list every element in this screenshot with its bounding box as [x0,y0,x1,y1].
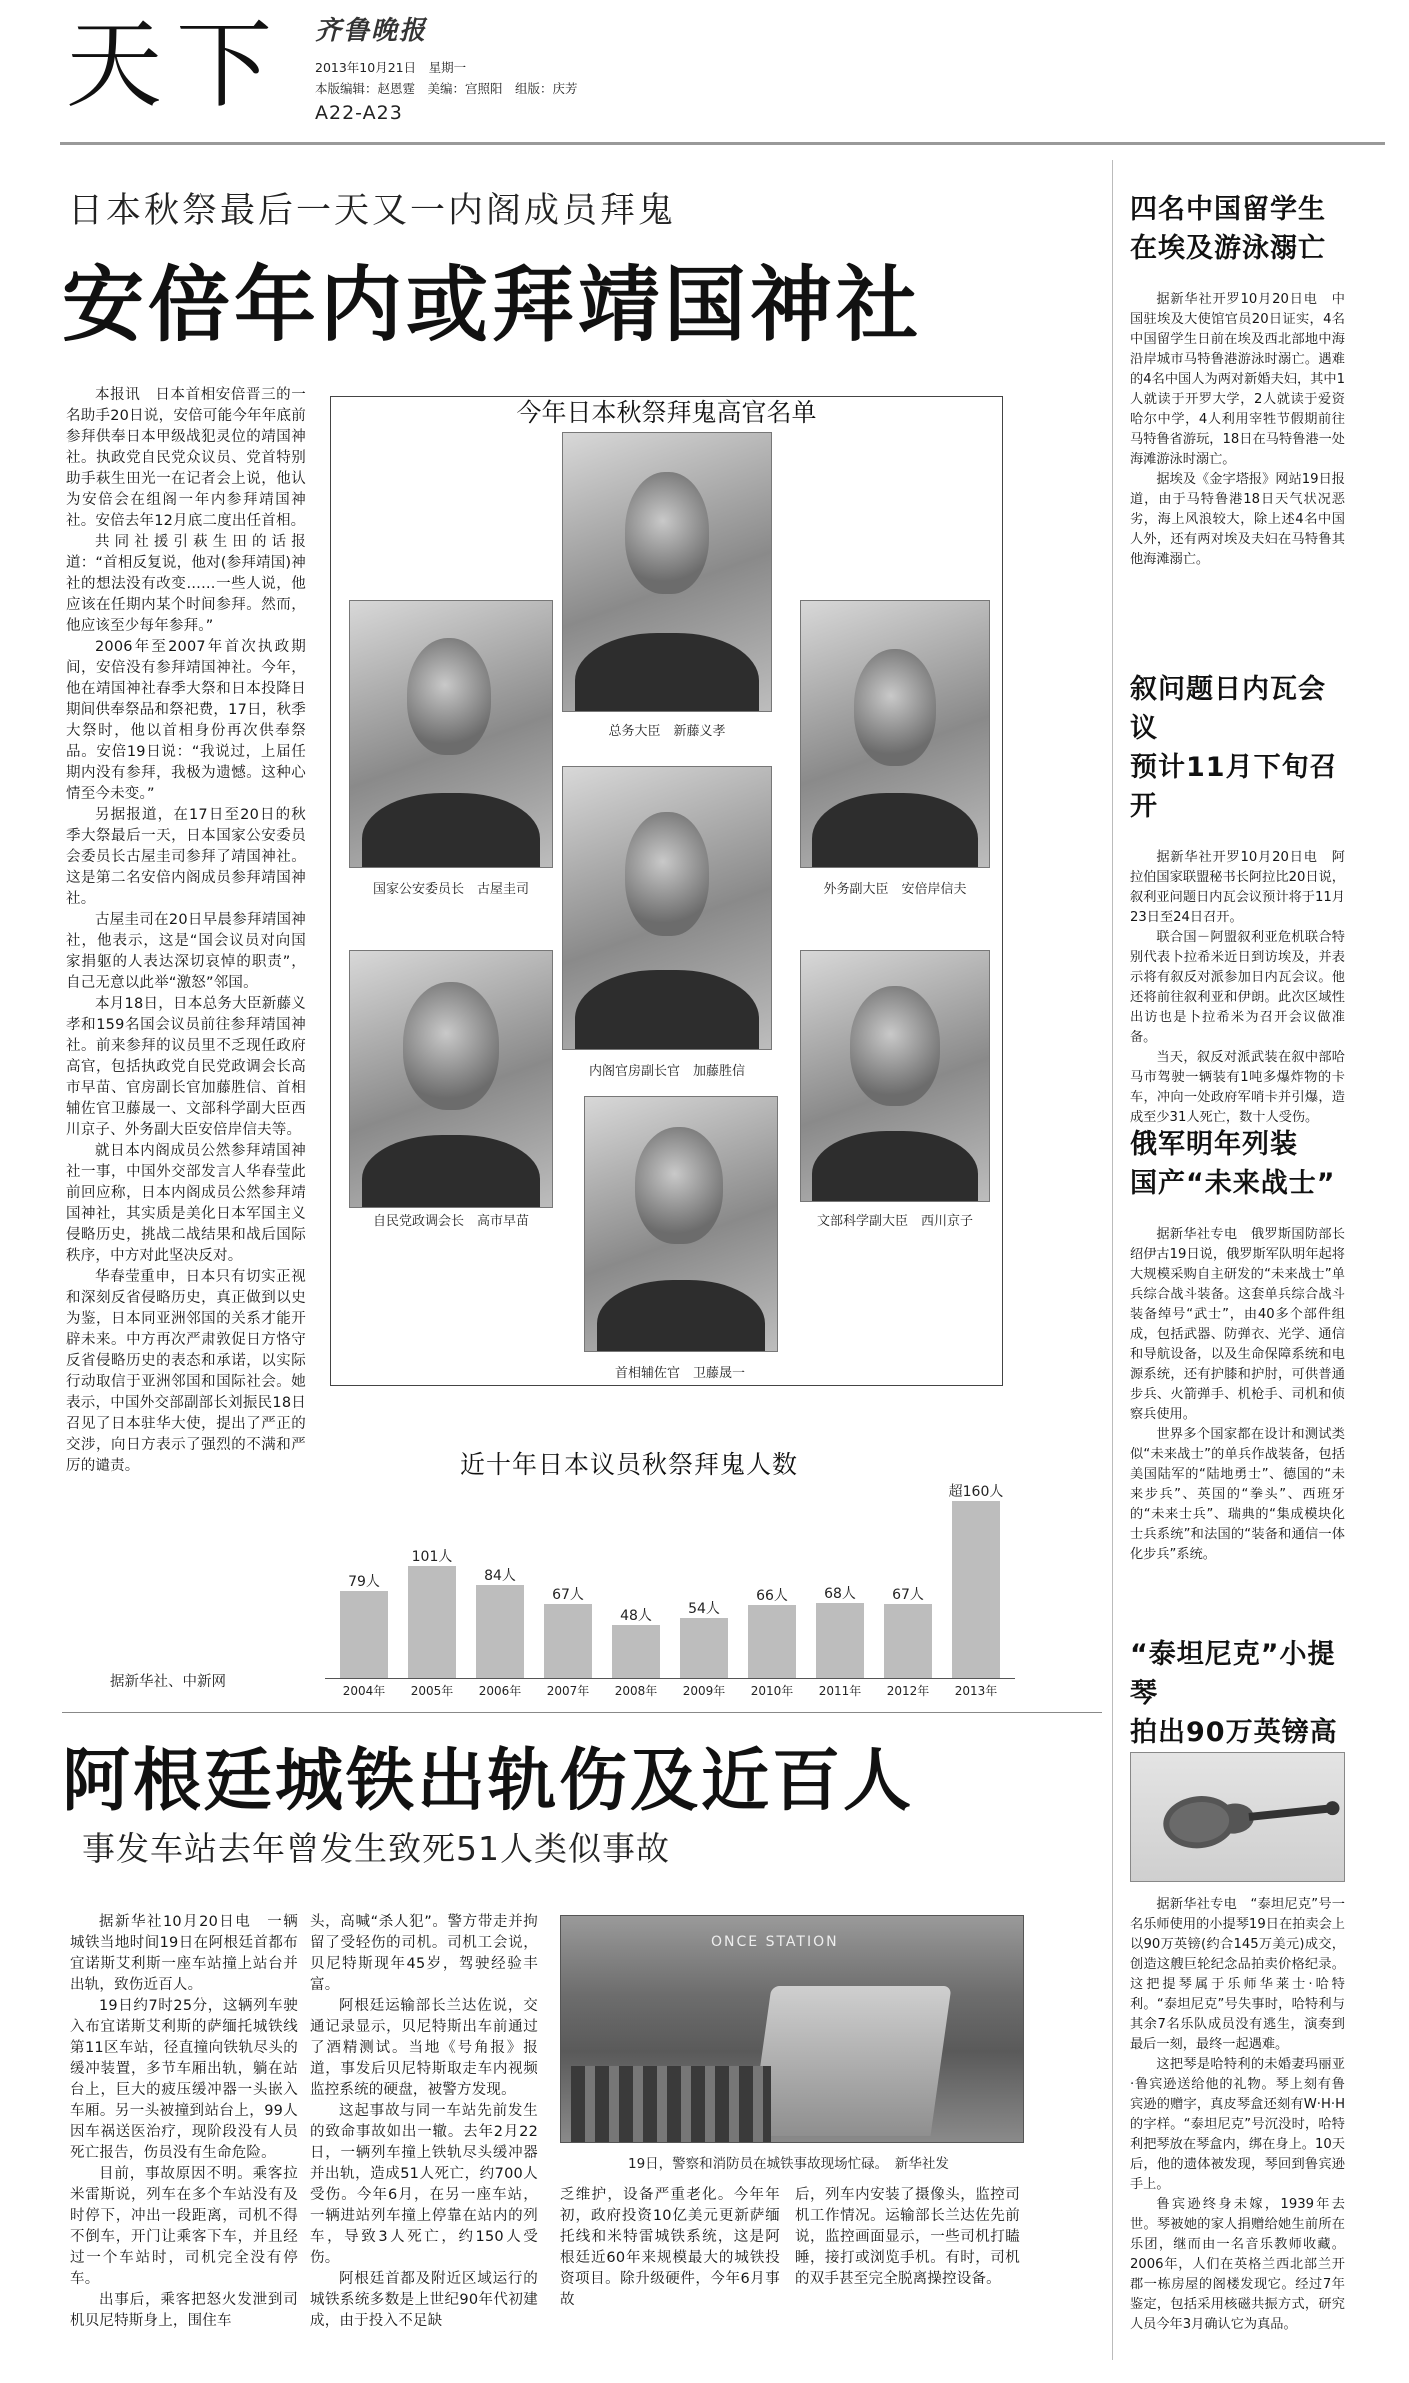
paper-logo: 齐鲁晚报 [315,16,428,46]
train-paragraph: 据新华社10月20日电 一辆城铁当地时间19日在阿根廷首都布宜诺斯艾利斯一座车站撞上站台并出轨，致伤近百人。 [70,1914,298,1993]
caption-furuya: 国家公安委员长 古屋圭司 [372,882,529,897]
train-paragraph: 乏维护，设备严重老化。今年年初，政府投资10亿美元更新萨缅托线和米特雷城铁系统，这是阿根廷近60年来规模最大的城铁投资项目。除升级硬件，今年6月事故 [560,2187,780,2308]
chart-category-label: 2013年 [954,1684,998,1698]
chart-value-label: 66人 [756,1588,788,1604]
chart-category-label: 2011年 [818,1684,862,1698]
lead-paragraph: 本月18日，日本总务大臣新藤义孝和159名国会议员前往参拜靖国神社。前来参拜的议员里不乏现任政府高官，包括执政党自民党政调会长高市早苗、官房副长官加藤胜信、首相辅佐官卫藤晟一、文部科学副大臣西川京子、外务副大臣安倍岸信夫等。 [66,996,306,1138]
chart-value-label: 67人 [552,1586,584,1603]
headline-line: 四名中国留学生 [1130,194,1326,225]
photo-shindo [562,432,772,712]
section-rule [62,1712,1102,1713]
bar-chart [325,1470,1015,1700]
photo-eto [584,1096,778,1352]
sidebar-body-4 [1130,1895,1345,2383]
train-paragraph: 后，列车内安装了摄像头，监控司机工作情况。运输部长兰达佐先前说，监控画面显示，一些司机打瞌睡，接打或浏览手机。有时，司机的双手甚至完全脱离操控设备。 [795,2187,1020,2287]
chart-baseline [325,1678,1015,1679]
photo-kishi [800,600,990,868]
train-photo [560,1915,1024,2143]
lead-headline: 安倍年内或拜靖国神社 [62,258,923,353]
chart-category-label: 2006年 [478,1684,522,1698]
lead-paragraph: 另据报道，在17日至20日的秋季大祭最后一天，日本国家公安委员会委员长古屋圭司参拜了靖国神社。这是第二名安倍内阁成员参拜靖国神社。 [66,807,306,907]
chart-value-label: 79人 [348,1573,380,1590]
sidebar-body [1130,290,1345,590]
sidebar-paragraph: 联合国－阿盟叙利亚危机联合特别代表卜拉希米近日到访埃及，并表示将有叙反对派参加日内瓦会议。他还将前往叙利亚和伊朗。此次区域性出访也是卜拉希米为召开会议做准备。 [1130,930,1345,1045]
train-paragraph: 阿根廷首都及附近区域运行的城铁系统多数是上世纪90年代初建成，由于投入不足缺 [310,2271,538,2329]
caption-kishi: 外务副大臣 安倍岸信夫 [823,882,967,897]
chart-bar [476,1585,524,1678]
train-paragraph: 出事后，乘客把怒火发泄到司机贝尼特斯身上，围住车 [70,2292,298,2329]
train-col-4 [795,2185,1020,2380]
lead-paragraph: 本报讯 日本首相安倍晋三的一名助手20日说，安倍可能今年年底前参拜供奉日本甲级战犯灵位的靖国神社。执政党自民党众议员、党首特别助手萩生田光一在记者会上说，他认为安倍会在组阁一年内参拜靖国神社。安倍去年12月底二度出任首相。 [66,387,306,529]
sidebar-paragraph: 据埃及《金字塔报》网站19日报道，由于马特鲁港18日天气状况恶劣，海上风浪较大，除上述4名中国人外，还有两对埃及夫妇在马特鲁其他海滩溺亡。 [1130,472,1345,567]
sidebar-divider [1112,160,1113,2360]
lead-paragraph: 2006年至2007年首次执政期间，安倍没有参拜靖国神社。今年，他在靖国神社春季大祭和日本投降日期间供奉祭品和祭祀费，17日，秋季大祭时，他以首相身份再次供奉祭品。安倍19日说：“我说过，上届任期内没有参拜，我极为遗憾。这种心情至今未变。” [66,639,306,802]
sidebar-paragraph: 据新华社专电 俄罗斯国防部长绍伊古19日说，俄罗斯军队明年起将大规模采购自主研发的“未来战士”单兵综合战斗装备。这套单兵综合战斗装备绰号“武士”，由40多个部件组成，包括武器、防弹衣、光学、通信和导航设备，以及生命保障系统和电源系统，还有护膝和护肘，可供普通步兵、火箭弹手、机枪手、司机和侦察兵使用。 [1130,1227,1345,1422]
train-paragraph: 阿根廷运输部长兰达佐说，交通记录显示，贝尼特斯出车前通过了酒精测试。当地《号角报》报道，事发后贝尼特斯取走车内视频监控系统的硬盘，被警方发现。 [310,1998,538,2098]
train-paragraph: 19日约7时25分，这辆列车驶入布宜诺斯艾利斯的萨缅托城铁线第11区车站，径直撞向铁轨尽头的缓冲装置，多节车厢出轨，躺在站台上，巨大的疲压缓冲器一头嵌入车厢。另一头被撞到站台上，99人因车祸送医治疗，现阶段没有人员死亡报告，伤员没有生命危险。 [70,1998,298,2161]
train-col-1 [70,1912,298,2380]
page-numbers: A22-A23 [315,102,403,124]
violin-icon [1131,1753,1345,1882]
chart-bar [340,1591,388,1678]
chart-category-label: 2008年 [614,1684,658,1698]
photo-takaichi [349,950,553,1208]
chart-bar [748,1605,796,1678]
sidebar-paragraph: 当天，叙反对派武装在叙中部哈马市驾驶一辆装有1吨多爆炸物的卡车，冲向一处政府军哨卡并引爆，造成至少31人死亡，数十人受伤。 [1130,1050,1345,1125]
lead-body [66,385,306,1685]
sidebar-headline [1130,1125,1345,1203]
sidebar-paragraph: 据新华社开罗10月20日电 阿拉伯国家联盟秘书长阿拉比20日说，叙利亚问题日内瓦会议预计将于11月23日至24日召开。 [1130,850,1345,925]
chart-value-label: 67人 [892,1586,924,1603]
officials-title: 今年日本秋祭拜鬼高官名单 [516,398,817,427]
chart-category-label: 2009年 [682,1684,726,1698]
headline-line: 在埃及游泳溺亡 [1130,233,1326,264]
sidebar-paragraph: 据新华社开罗10月20日电 中国驻埃及大使馆官员20日证实，4名中国留学生日前在埃及西北部地中海沿岸城市马特鲁港游泳时溺亡。遇难的4名中国人为两对新婚夫妇，其中1人就读于开罗大学，2人就读于爱资哈尔中学，4人利用宰牲节假期前往马特鲁省游玩，18日在马特鲁港一处海滩游泳时溺亡。 [1130,292,1345,467]
masthead-rule [60,142,1385,145]
station-sign: ONCE STATION [711,1934,839,1950]
chart-value-label: 68人 [824,1585,856,1602]
train-car [750,1986,951,2136]
chart-bar [884,1604,932,1678]
lead-paragraph: 共同社援引萩生田的话报道：“首相反复说，他对(参拜靖国)神社的想法没有改变……一些人说，他应该在任期内某个时间参拜。然而，他应该至少每年参拜。” [66,534,306,634]
sidebar-story-3 [1130,1125,1345,1585]
photo-nishikawa [800,950,990,1202]
platform-crowd [571,2066,771,2143]
sidebar-paragraph: 鲁宾逊终身未嫁，1939年去世。琴被她的家人捐赠给她生前所在乐团，继而由一名音乐教师收藏。2006年，人们在英格兰西北部兰开郡一栋房屋的阁楼发现它。经过7年鉴定，包括采用核磁共振方式，研究人员今年3月确认它为真品。 [1130,2197,1345,2332]
sidebar-story-2 [1130,670,1345,1148]
sidebar-paragraph: 这把琴是哈特利的未婚妻玛丽亚·鲁宾逊送给他的礼物。琴上刻有鲁宾逊的赠字，真皮琴盒还刻有W·H·H的字样。“泰坦尼克”号沉没时，哈特利把琴放在琴盒内，绑在身上。10天后，他的遗体被发现，琴回到鲁宾逊手上。 [1130,2057,1345,2192]
caption-nishikawa: 文部科学副大臣 西川京子 [816,1214,973,1229]
violin-photo [1130,1752,1345,1882]
chart-category-label: 2007年 [546,1684,590,1698]
section-title: 天下 [66,9,286,121]
train-col-3 [560,2185,780,2380]
sidebar-paragraph: 世界多个国家都在设计和测试类似“未来战士”的单兵作战装备，包括美国陆军的“陆地勇士”、德国的“未来步兵”、英国的“拳头”、西班牙的“未来士兵”、瑞典的“集成模块化士兵系统”和法国的“装备和通信一体化步兵”系统。 [1130,1427,1345,1562]
lead-paragraph: 华春莹重申，日本只有切实正视和深刻反省侵略历史，真正做到以史为鉴，日本同亚洲邻国的关系才能开辟未来。中方再次严肃敦促日方恪守反省侵略历史的表态和承诺，以实际行动取信于亚洲邻国和国际社会。她表示，中国外交部副部长刘振民18日召见了日本驻华大使，提出了严正的交涉，向日方表示了强烈的不满和严厉的谴责。 [66,1269,306,1474]
chart-title: 近十年日本议员秋祭拜鬼人数 [460,1450,799,1479]
chart-category-label: 2010年 [750,1684,794,1698]
train-photo-caption: 19日，警察和消防员在城铁事故现场忙碌。 新华社发 [628,2156,949,2172]
lead-kicker: 日本秋祭最后一天又一内阁成员拜鬼 [68,191,677,231]
headline-line: 叙问题日内瓦会议 [1130,674,1326,744]
sidebar-body [1130,848,1345,1148]
chart-bar [544,1604,592,1678]
chart-bar [408,1566,456,1678]
train-subhead: 事发车站去年曾发生致死51人类似事故 [82,1829,670,1868]
train-col-2 [310,1912,538,2380]
headline-line: 拍出90万英镑高 [1130,1717,1338,1748]
train-paragraph: 这起事故与同一车站先前发生的致命事故如出一辙。去年2月22日，一辆列车撞上铁轨尽头缓冲器并出轨，造成51人死亡，约700人受伤。今年6月，在另一座车站，一辆进站列车撞上停靠在站内的列车，导致3人死亡，约150人受伤。 [310,2103,538,2266]
caption-takaichi: 自民党政调会长 高市早苗 [372,1214,529,1229]
sidebar-paragraph: 据新华社专电 “泰坦尼克”号一名乐师使用的小提琴19日在拍卖会上以90万英镑(约合145万美元)成交，创造这艘巨轮纪念品拍卖价格纪录。这把提琴属于乐师华莱士·哈特利。“泰坦尼克”号失事时，哈特利与其余7名乐队成员没有逃生，演奏到最后一刻，最终一起遇难。 [1130,1897,1345,2052]
chart-category-label: 2012年 [886,1684,930,1698]
masthead [0,0,1409,150]
chart-category-label: 2005年 [410,1684,454,1698]
sidebar-body [1130,1225,1345,1585]
date-line: 2013年10月21日 星期一 [315,60,467,75]
photo-furuya [349,600,553,868]
headline-line: “泰坦尼克”小提琴 [1130,1639,1336,1709]
chart-category-label: 2004年 [342,1684,386,1698]
chart-bar [680,1618,728,1678]
chart-bar [952,1501,1000,1678]
chart-value-label: 超160人 [948,1484,1004,1501]
chart-value-label: 101人 [411,1549,453,1566]
sidebar-headline [1130,670,1345,826]
chart-bar [612,1625,660,1678]
train-paragraph: 目前，事故原因不明。乘客拉米雷斯说，列车在多个车站没有及时停下，冲出一段距离，司机不得不倒车，开门让乘客下车，并且经过一个车站时，司机完全没有停车。 [70,2166,298,2287]
sidebar-headline [1130,190,1345,268]
chart-bar [816,1603,864,1678]
lead-source: 据新华社、中新网 [110,1674,226,1690]
chart-value-label: 84人 [484,1568,516,1585]
chart-value-label: 54人 [688,1601,720,1618]
lead-paragraph: 古屋圭司在20日早晨参拜靖国神社，他表示，这是“国会议员对向国家捐躯的人表达深切哀悼的职责”，自己无意以此举“激怒”邻国。 [66,912,306,991]
photo-kato [562,766,772,1050]
caption-kato: 内阁官房副长官 加藤胜信 [588,1064,745,1079]
caption-eto: 首相辅佐官 卫藤晟一 [614,1366,745,1381]
headline-line: 俄军明年列装 [1130,1129,1298,1160]
caption-shindo: 总务大臣 新藤义孝 [608,724,726,739]
editors-line: 本版编辑：赵恩霆 美编：宫照阳 组版：庆芳 [315,81,578,96]
sidebar-story-1 [1130,190,1345,590]
chart-value-label: 48人 [620,1607,652,1624]
lead-paragraph: 就日本内阁成员公然参拜靖国神社一事，中国外交部发言人华春莹此前回应称，日本内阁成员公然参拜靖国神社，其实质是美化日本军国主义侵略历史，挑战二战结果和战后国际秩序，中方对此坚决反对。 [66,1143,306,1264]
headline-line: 预计11月下旬召开 [1130,752,1338,822]
headline-line: 国产“未来战士” [1130,1168,1336,1199]
train-headline: 阿根廷城铁出轨伤及近百人 [62,1742,915,1821]
train-paragraph: 头，高喊“杀人犯”。警方带走并拘留了受轻伤的司机。司机工会说，贝尼特斯现年45岁，驾驶经验丰富。 [310,1914,538,1993]
